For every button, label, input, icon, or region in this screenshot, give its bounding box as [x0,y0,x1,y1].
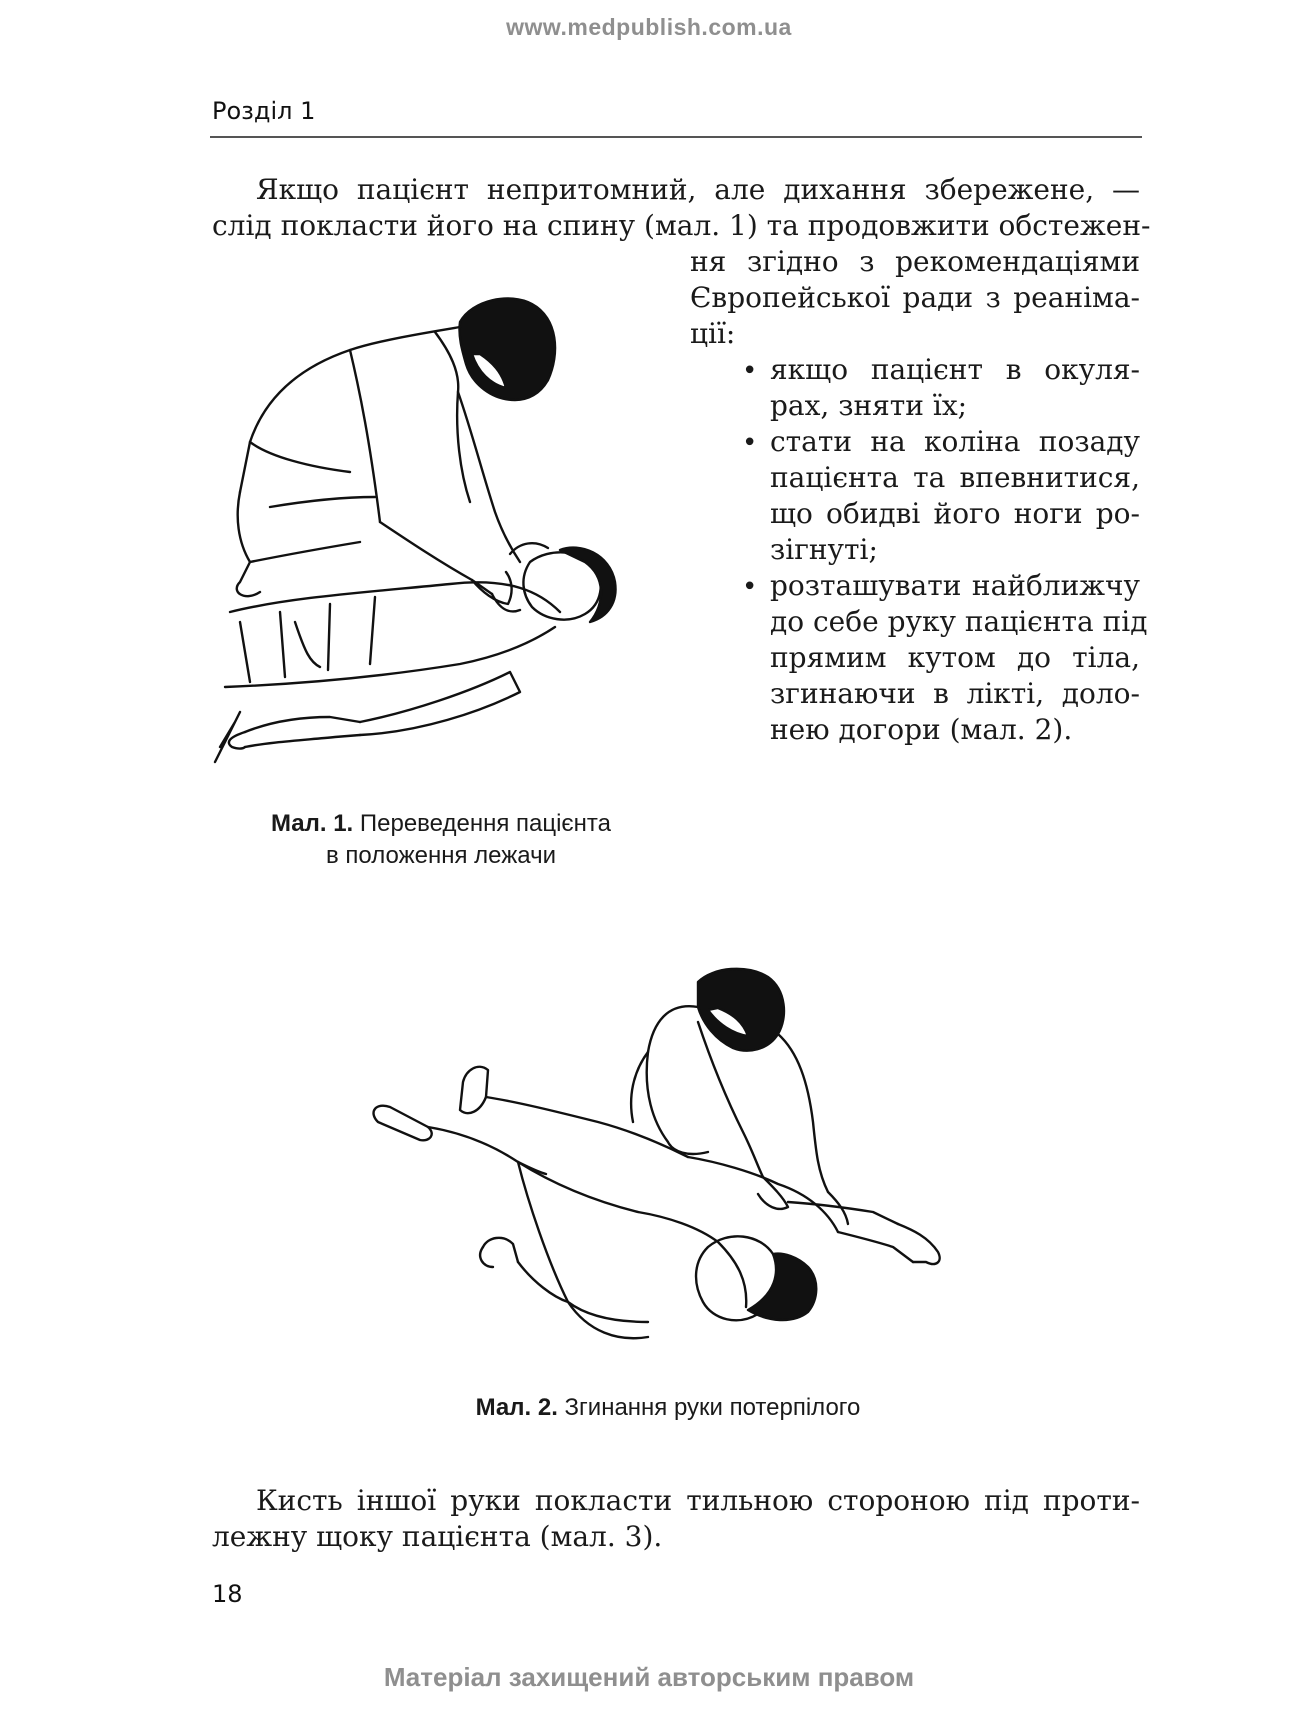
paragraph-line: Кисть іншої руки покласти тильною стороною під проти- [256,1484,1140,1517]
figure-2-caption-text: Згинання руки потерпілого [564,1394,861,1421]
bullet-icon: • [742,428,758,458]
page-number: 18 [212,1580,243,1608]
list-item-line: до себе руку пацієнта під [770,605,1148,638]
paragraph-line: Європейської ради з реаніма- [690,281,1140,314]
list-item-line: пацієнта та впевнитися, [770,461,1140,494]
header-rule [210,136,1142,138]
bullet-icon: • [742,356,758,386]
running-head: Розділ 1 [212,97,316,125]
figure-2-illustration [368,962,968,1392]
figure-1-label: Мал. 1. [270,810,354,837]
paragraph-line: лежну щоку пацієнта (мал. 3). [212,1520,663,1553]
list-item-line: нею догори (мал. 2). [770,713,1073,746]
list-item-line: якщо пацієнт в окуля- [770,353,1140,386]
list-item-line: прямим кутом до тіла, [770,641,1140,674]
list-item-line: стати на коліна позаду [770,425,1140,458]
list-item-line: рах, зняти їх; [770,389,968,422]
list-item-line: згинаючи в лікті, доло- [770,677,1140,710]
figure-2-caption [368,1392,968,1424]
watermark-bottom: Матеріал захищений авторським правом [383,1662,915,1692]
paragraph-line: ції: [690,317,736,350]
figure-1-caption-line-1: Переведення пацієнта [359,810,611,837]
list-item-line: зігнуті; [770,533,878,566]
paragraph-line: ня згідно з рекомендаціями [690,245,1140,278]
bullet-icon: • [742,572,758,602]
list-item-line: розташувати найближчу [770,569,1140,602]
paragraph-line: Якщо пацієнт непритомний, але дихання збережене, — [256,173,1140,206]
figure-2-label: Мал. 2. [475,1394,558,1421]
figure-1-illustration [210,292,670,767]
paragraph-line: слід покласти його на спину (мал. 1) та продовжити обстежен- [212,209,1151,242]
figure-1-caption-line-2: в положення лежачи [325,842,557,869]
watermark-top: www.medpublish.com.ua [506,14,792,40]
figure-1-caption [210,808,672,872]
list-item-line: що обидві його ноги ро- [770,497,1140,530]
